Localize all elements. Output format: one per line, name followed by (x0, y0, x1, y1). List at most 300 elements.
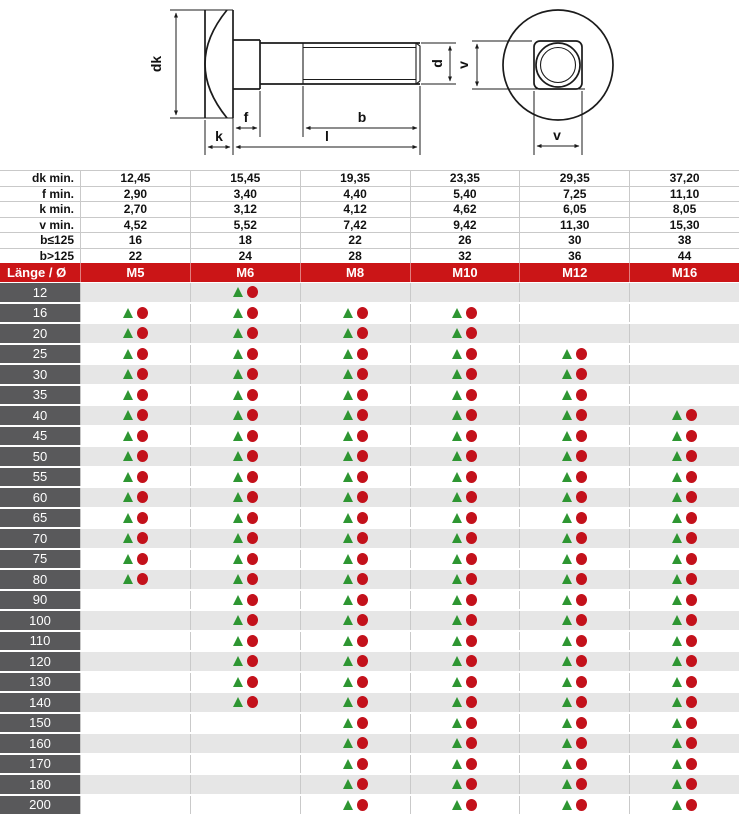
availability-cell-50-m12 (519, 447, 629, 466)
availability-triangle-icon (672, 615, 682, 625)
length-row-110 (0, 632, 739, 651)
availability-cell-90-m16 (629, 591, 739, 610)
availability-cell-45-m8 (300, 427, 410, 446)
availability-circle-icon (466, 696, 477, 708)
availability-triangle-icon (123, 554, 133, 564)
availability-triangle-icon (452, 595, 462, 605)
spec-value-cell: 3,40 (190, 187, 300, 203)
bolt-technical-drawing (0, 0, 739, 168)
availability-cell-160-m16 (629, 734, 739, 753)
availability-triangle-icon (233, 390, 243, 400)
spec-value-cell: 15,30 (629, 218, 739, 234)
availability-circle-icon (357, 471, 368, 483)
availability-cell-200-m12 (519, 796, 629, 814)
availability-triangle-icon (672, 738, 682, 748)
availability-cell-30-m16 (629, 365, 739, 384)
availability-cell-90-m12 (519, 591, 629, 610)
length-row-140 (0, 693, 739, 712)
spec-value-cell: 37,20 (629, 171, 739, 187)
length-row-55 (0, 468, 739, 487)
availability-circle-icon (466, 717, 477, 729)
availability-triangle-icon (562, 349, 572, 359)
availability-matrix (0, 283, 739, 814)
length-label: 70 (0, 529, 80, 548)
length-label: 90 (0, 591, 80, 610)
availability-triangle-icon (233, 472, 243, 482)
availability-triangle-icon (672, 574, 682, 584)
spec-value-cell: 2,90 (80, 187, 190, 203)
availability-circle-icon (466, 471, 477, 483)
availability-triangle-icon (452, 759, 462, 769)
length-label: 50 (0, 447, 80, 466)
availability-triangle-icon (343, 759, 353, 769)
availability-circle-icon (137, 327, 148, 339)
length-row-170 (0, 755, 739, 774)
availability-circle-icon (247, 491, 258, 503)
availability-circle-icon (576, 573, 587, 585)
availability-cell-140-m16 (629, 693, 739, 712)
availability-cell-30-m12 (519, 365, 629, 384)
availability-cell-75-m5 (80, 550, 190, 569)
availability-triangle-icon (562, 492, 572, 502)
availability-circle-icon (686, 696, 697, 708)
availability-cell-130-m8 (300, 673, 410, 692)
size-header-row (0, 263, 739, 282)
spec-value-cell: 3,12 (190, 202, 300, 218)
availability-triangle-icon (672, 533, 682, 543)
availability-circle-icon (686, 614, 697, 626)
availability-triangle-icon (343, 349, 353, 359)
availability-cell-55-m10 (410, 468, 520, 487)
spec-row (0, 171, 739, 187)
availability-cell-35-m6 (190, 386, 300, 405)
availability-triangle-icon (672, 779, 682, 789)
availability-circle-icon (576, 614, 587, 626)
spec-value-cell: 4,40 (300, 187, 410, 203)
availability-circle-icon (686, 491, 697, 503)
length-row-50 (0, 447, 739, 466)
availability-circle-icon (466, 778, 477, 790)
length-row-180 (0, 775, 739, 794)
availability-cell-110-m12 (519, 632, 629, 651)
spec-value-cell: 44 (629, 249, 739, 265)
availability-cell-70-m5 (80, 529, 190, 548)
availability-triangle-icon (233, 656, 243, 666)
availability-cell-100-m16 (629, 611, 739, 630)
spec-row-label: f min. (0, 187, 80, 203)
availability-circle-icon (137, 512, 148, 524)
availability-triangle-icon (343, 595, 353, 605)
availability-cell-90-m5 (80, 591, 190, 610)
availability-cell-140-m10 (410, 693, 520, 712)
availability-circle-icon (686, 799, 697, 811)
availability-cell-130-m10 (410, 673, 520, 692)
availability-triangle-icon (672, 554, 682, 564)
availability-cell-130-m6 (190, 673, 300, 692)
availability-triangle-icon (343, 615, 353, 625)
availability-triangle-icon (562, 451, 572, 461)
availability-triangle-icon (562, 656, 572, 666)
spec-value-cell: 9,42 (410, 218, 520, 234)
availability-circle-icon (466, 450, 477, 462)
availability-cell-180-m10 (410, 775, 520, 794)
availability-triangle-icon (562, 779, 572, 789)
dim-label-f: f (243, 109, 249, 125)
availability-triangle-icon (233, 574, 243, 584)
availability-circle-icon (357, 737, 368, 749)
availability-cell-50-m6 (190, 447, 300, 466)
availability-triangle-icon (672, 677, 682, 687)
availability-cell-12-m10 (410, 283, 520, 302)
availability-cell-110-m10 (410, 632, 520, 651)
length-label: 25 (0, 345, 80, 364)
availability-cell-120-m8 (300, 652, 410, 671)
availability-circle-icon (357, 573, 368, 585)
length-row-60 (0, 488, 739, 507)
availability-triangle-icon (562, 574, 572, 584)
availability-circle-icon (576, 655, 587, 667)
availability-cell-110-m8 (300, 632, 410, 651)
availability-triangle-icon (562, 513, 572, 523)
availability-circle-icon (466, 368, 477, 380)
dim-label-b: b (357, 109, 367, 125)
dimension-lines-side (148, 10, 456, 155)
availability-cell-150-m16 (629, 714, 739, 733)
availability-cell-140-m8 (300, 693, 410, 712)
availability-circle-icon (357, 676, 368, 688)
availability-cell-150-m5 (80, 714, 190, 733)
availability-cell-60-m6 (190, 488, 300, 507)
availability-triangle-icon (123, 308, 133, 318)
availability-cell-16-m16 (629, 304, 739, 323)
availability-triangle-icon (233, 554, 243, 564)
availability-triangle-icon (123, 451, 133, 461)
availability-triangle-icon (562, 677, 572, 687)
length-row-100 (0, 611, 739, 630)
availability-triangle-icon (233, 451, 243, 461)
availability-circle-icon (576, 758, 587, 770)
availability-circle-icon (576, 368, 587, 380)
availability-triangle-icon (343, 308, 353, 318)
availability-circle-icon (137, 307, 148, 319)
availability-triangle-icon (343, 574, 353, 584)
availability-cell-140-m12 (519, 693, 629, 712)
availability-triangle-icon (452, 697, 462, 707)
availability-cell-35-m8 (300, 386, 410, 405)
availability-circle-icon (247, 553, 258, 565)
availability-circle-icon (466, 491, 477, 503)
availability-triangle-icon (672, 595, 682, 605)
availability-triangle-icon (233, 533, 243, 543)
availability-circle-icon (466, 389, 477, 401)
availability-triangle-icon (343, 390, 353, 400)
availability-cell-130-m5 (80, 673, 190, 692)
spec-value-cell: 8,05 (629, 202, 739, 218)
availability-triangle-icon (452, 492, 462, 502)
availability-triangle-icon (343, 328, 353, 338)
length-row-20 (0, 324, 739, 343)
availability-triangle-icon (343, 779, 353, 789)
availability-triangle-icon (452, 349, 462, 359)
availability-cell-35-m12 (519, 386, 629, 405)
availability-circle-icon (357, 409, 368, 421)
availability-cell-16-m12 (519, 304, 629, 323)
spec-table (0, 170, 739, 264)
availability-triangle-icon (562, 636, 572, 646)
availability-cell-100-m8 (300, 611, 410, 630)
availability-cell-160-m8 (300, 734, 410, 753)
availability-circle-icon (357, 717, 368, 729)
availability-cell-75-m10 (410, 550, 520, 569)
availability-triangle-icon (672, 513, 682, 523)
availability-cell-130-m12 (519, 673, 629, 692)
availability-cell-20-m8 (300, 324, 410, 343)
availability-triangle-icon (233, 513, 243, 523)
availability-cell-130-m16 (629, 673, 739, 692)
availability-cell-180-m12 (519, 775, 629, 794)
availability-circle-icon (576, 389, 587, 401)
dim-label-v-bottom: v (553, 127, 561, 143)
availability-triangle-icon (123, 349, 133, 359)
availability-triangle-icon (123, 410, 133, 420)
availability-triangle-icon (452, 554, 462, 564)
spec-value-cell: 7,25 (519, 187, 629, 203)
availability-cell-60-m5 (80, 488, 190, 507)
availability-cell-40-m8 (300, 406, 410, 425)
spec-value-cell: 36 (519, 249, 629, 265)
spec-row (0, 202, 739, 218)
availability-cell-35-m10 (410, 386, 520, 405)
availability-cell-180-m16 (629, 775, 739, 794)
availability-cell-40-m10 (410, 406, 520, 425)
availability-circle-icon (357, 368, 368, 380)
availability-triangle-icon (562, 759, 572, 769)
availability-triangle-icon (123, 390, 133, 400)
availability-cell-140-m6 (190, 693, 300, 712)
length-label: 60 (0, 488, 80, 507)
availability-circle-icon (247, 655, 258, 667)
availability-triangle-icon (672, 800, 682, 810)
availability-circle-icon (357, 696, 368, 708)
availability-cell-170-m8 (300, 755, 410, 774)
availability-circle-icon (247, 430, 258, 442)
availability-cell-100-m6 (190, 611, 300, 630)
availability-cell-100-m12 (519, 611, 629, 630)
availability-triangle-icon (672, 472, 682, 482)
availability-triangle-icon (562, 369, 572, 379)
availability-cell-200-m16 (629, 796, 739, 814)
availability-cell-120-m6 (190, 652, 300, 671)
length-label: 35 (0, 386, 80, 405)
availability-triangle-icon (123, 492, 133, 502)
availability-circle-icon (357, 799, 368, 811)
availability-cell-70-m6 (190, 529, 300, 548)
availability-triangle-icon (343, 369, 353, 379)
size-header-m5: M5 (80, 263, 190, 282)
size-header-m8: M8 (300, 263, 410, 282)
spec-value-cell: 30 (519, 233, 629, 249)
availability-cell-45-m12 (519, 427, 629, 446)
availability-cell-160-m5 (80, 734, 190, 753)
length-label: 110 (0, 632, 80, 651)
availability-circle-icon (247, 512, 258, 524)
availability-cell-110-m16 (629, 632, 739, 651)
availability-circle-icon (466, 409, 477, 421)
availability-triangle-icon (123, 431, 133, 441)
availability-cell-80-m8 (300, 570, 410, 589)
availability-triangle-icon (452, 451, 462, 461)
availability-triangle-icon (562, 410, 572, 420)
availability-circle-icon (357, 307, 368, 319)
availability-cell-150-m12 (519, 714, 629, 733)
availability-circle-icon (576, 676, 587, 688)
availability-triangle-icon (452, 410, 462, 420)
availability-triangle-icon (233, 328, 243, 338)
availability-cell-80-m5 (80, 570, 190, 589)
spec-row-label: v min. (0, 218, 80, 234)
length-row-45 (0, 427, 739, 446)
dim-label-k: k (215, 128, 223, 144)
spec-value-cell: 5,52 (190, 218, 300, 234)
availability-triangle-icon (672, 759, 682, 769)
availability-cell-65-m5 (80, 509, 190, 528)
availability-cell-80-m10 (410, 570, 520, 589)
spec-value-cell: 29,35 (519, 171, 629, 187)
spec-value-cell: 4,52 (80, 218, 190, 234)
availability-triangle-icon (672, 410, 682, 420)
length-label: 20 (0, 324, 80, 343)
availability-cell-150-m8 (300, 714, 410, 733)
availability-triangle-icon (452, 574, 462, 584)
availability-cell-12-m6 (190, 283, 300, 302)
availability-cell-65-m16 (629, 509, 739, 528)
availability-cell-25-m6 (190, 345, 300, 364)
availability-triangle-icon (233, 677, 243, 687)
length-label: 170 (0, 755, 80, 774)
size-header-m12: M12 (519, 263, 629, 282)
spec-row (0, 218, 739, 234)
availability-cell-30-m10 (410, 365, 520, 384)
availability-circle-icon (247, 348, 258, 360)
availability-cell-16-m8 (300, 304, 410, 323)
availability-cell-16-m5 (80, 304, 190, 323)
availability-triangle-icon (123, 533, 133, 543)
availability-cell-200-m5 (80, 796, 190, 814)
availability-cell-160-m10 (410, 734, 520, 753)
availability-cell-25-m8 (300, 345, 410, 364)
availability-cell-12-m5 (80, 283, 190, 302)
length-label: 75 (0, 550, 80, 569)
availability-cell-25-m5 (80, 345, 190, 364)
availability-triangle-icon (562, 595, 572, 605)
availability-cell-12-m16 (629, 283, 739, 302)
availability-cell-35-m5 (80, 386, 190, 405)
availability-cell-170-m12 (519, 755, 629, 774)
availability-triangle-icon (343, 800, 353, 810)
length-label: 200 (0, 796, 80, 814)
availability-triangle-icon (452, 636, 462, 646)
availability-circle-icon (357, 430, 368, 442)
availability-circle-icon (466, 307, 477, 319)
length-label: 16 (0, 304, 80, 323)
length-row-40 (0, 406, 739, 425)
availability-circle-icon (686, 655, 697, 667)
availability-cell-40-m12 (519, 406, 629, 425)
size-header-m6: M6 (190, 263, 300, 282)
availability-circle-icon (247, 696, 258, 708)
length-row-130 (0, 673, 739, 692)
availability-circle-icon (247, 635, 258, 647)
length-label: 150 (0, 714, 80, 733)
spec-value-cell: 11,30 (519, 218, 629, 234)
availability-triangle-icon (562, 554, 572, 564)
availability-triangle-icon (452, 718, 462, 728)
spec-value-cell: 6,05 (519, 202, 629, 218)
length-label: 55 (0, 468, 80, 487)
length-row-90 (0, 591, 739, 610)
length-label: 65 (0, 509, 80, 528)
availability-circle-icon (137, 532, 148, 544)
spec-row (0, 187, 739, 203)
length-label: 130 (0, 673, 80, 692)
availability-cell-60-m10 (410, 488, 520, 507)
availability-triangle-icon (233, 369, 243, 379)
length-row-120 (0, 652, 739, 671)
availability-cell-65-m6 (190, 509, 300, 528)
availability-cell-12-m12 (519, 283, 629, 302)
availability-cell-65-m8 (300, 509, 410, 528)
spec-row (0, 249, 739, 265)
availability-cell-45-m6 (190, 427, 300, 446)
spec-value-cell: 4,62 (410, 202, 520, 218)
availability-triangle-icon (233, 492, 243, 502)
availability-cell-200-m6 (190, 796, 300, 814)
availability-cell-50-m16 (629, 447, 739, 466)
availability-circle-icon (137, 450, 148, 462)
availability-circle-icon (357, 327, 368, 339)
availability-circle-icon (357, 553, 368, 565)
availability-cell-50-m10 (410, 447, 520, 466)
availability-cell-40-m16 (629, 406, 739, 425)
availability-circle-icon (357, 758, 368, 770)
availability-circle-icon (576, 717, 587, 729)
spec-value-cell: 5,40 (410, 187, 520, 203)
availability-cell-80-m6 (190, 570, 300, 589)
availability-cell-55-m6 (190, 468, 300, 487)
availability-circle-icon (576, 594, 587, 606)
availability-cell-200-m8 (300, 796, 410, 814)
availability-triangle-icon (452, 390, 462, 400)
availability-circle-icon (686, 717, 697, 729)
length-label: 180 (0, 775, 80, 794)
availability-circle-icon (137, 389, 148, 401)
bolt-side-view (205, 10, 420, 118)
availability-triangle-icon (343, 492, 353, 502)
availability-circle-icon (357, 655, 368, 667)
availability-triangle-icon (343, 718, 353, 728)
spec-value-cell: 24 (190, 249, 300, 265)
spec-row-label: b>125 (0, 249, 80, 265)
availability-cell-20-m12 (519, 324, 629, 343)
availability-triangle-icon (343, 738, 353, 748)
availability-triangle-icon (343, 677, 353, 687)
availability-circle-icon (137, 491, 148, 503)
availability-circle-icon (576, 450, 587, 462)
availability-cell-160-m12 (519, 734, 629, 753)
availability-cell-55-m8 (300, 468, 410, 487)
length-label: 45 (0, 427, 80, 446)
availability-cell-110-m5 (80, 632, 190, 651)
